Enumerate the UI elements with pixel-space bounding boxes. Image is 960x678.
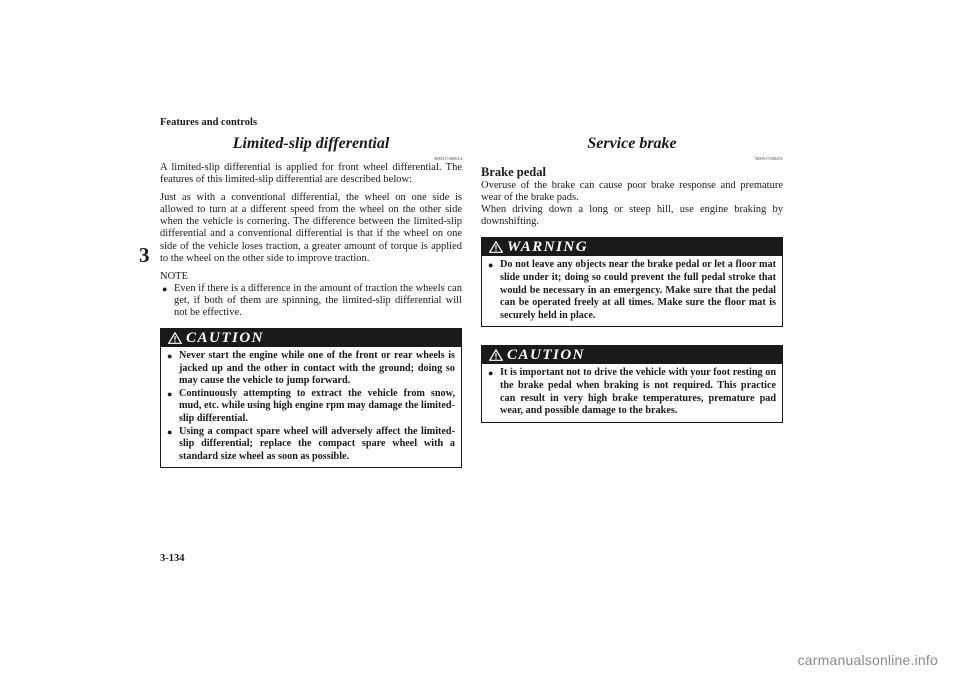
bullet-dot-icon: ● [162,283,168,294]
caution-item: ● It is important not to drive the vehicle with your foot resting on the brake pedal when braking is not required. This practice can result in very high brake temperatures, premature pad wear, and possible damage to the brakes. [488,367,776,417]
right-column [481,133,783,423]
section-title-service-brake: Service brake [587,135,677,152]
body-paragraph: Just as with a conventional differential, the wheel on one side is allowed to turn at a different speed from the wheel on the other side when the vehicle is cornering. The difference between the limited-slip differential and a conventional differential is that if the wheel on one side of the vehicle loses traction, a greater amount of torque is applied to the wheel on the other side to improve traction. [160,192,462,264]
bullet-dot-icon: ● [488,260,494,271]
warning-title: WARNING [507,239,589,256]
caution-item: ● Using a compact spare wheel will adversely affect the limited-slip differential; replace the compact spare wheel with a standard size wheel as soon as possible. [167,425,455,462]
subsection-title-brake-pedal: Brake pedal [481,165,546,179]
note-item: ● Even if there is a difference in the amount of traction the wheels can get, if both of them are spinning, the limited-slip differential will not be effective. [162,282,462,318]
bullet-dot-icon: ● [167,426,173,437]
running-header: Features and controls [160,117,258,128]
left-column [160,133,462,468]
warning-item: ● Do not leave any objects near the brake pedal or let a floor mat slide under it; doing so could prevent the full pedal stroke that would be necessary in an emergency. Make sure that the pedal can be operated freely at all times. Make sure the floor mat is securely held in place. [488,259,776,321]
caution-title: CAUTION [186,330,265,347]
warning-body [482,256,782,326]
caution-box [481,345,783,422]
caution-item: ● Never start the engine while one of the front or rear wheels is jacked up and the other in contact with the ground; doing so may cause the vehicle to jump forward. [167,350,455,387]
bullet-dot-icon: ● [167,388,173,399]
warning-header [482,238,782,256]
caution-body [161,347,461,467]
warning-triangle-icon [489,349,503,361]
body-paragraph: Overuse of the brake can cause poor brake response and premature wear of the brake pads. [481,180,783,204]
caution-header [161,329,461,347]
chapter-number: 3 [139,243,150,267]
caution-header [482,346,782,364]
body-paragraph: A limited-slip differential is applied for front wheel differential. The features of this limited-slip differential are described below: [160,162,462,186]
caution-box [160,328,462,468]
warning-box [481,237,783,327]
bullet-dot-icon: ● [488,368,494,379]
caution-body [482,364,782,421]
note-label: NOTE [160,270,188,282]
warning-triangle-icon [168,332,182,344]
caution-item: ● Continuously attempting to extract the vehicle from snow, mud, etc. while using high engine rpm may damage the limited-slip differential. [167,387,455,424]
page-number: 3-134 [160,553,185,564]
caution-title: CAUTION [507,347,586,364]
warning-triangle-icon [489,241,503,253]
bullet-dot-icon: ● [167,351,173,362]
note-list [160,283,462,319]
section-code: N00517400014 [434,156,462,161]
body-paragraph: When driving down a long or steep hill, use engine braking by downshifting. [481,204,783,228]
section-code: N00517500291 [755,156,783,161]
section-title-limited-slip: Limited-slip differential [232,135,390,152]
footer-watermark-url[interactable]: carmanualsonline.info [797,652,938,668]
